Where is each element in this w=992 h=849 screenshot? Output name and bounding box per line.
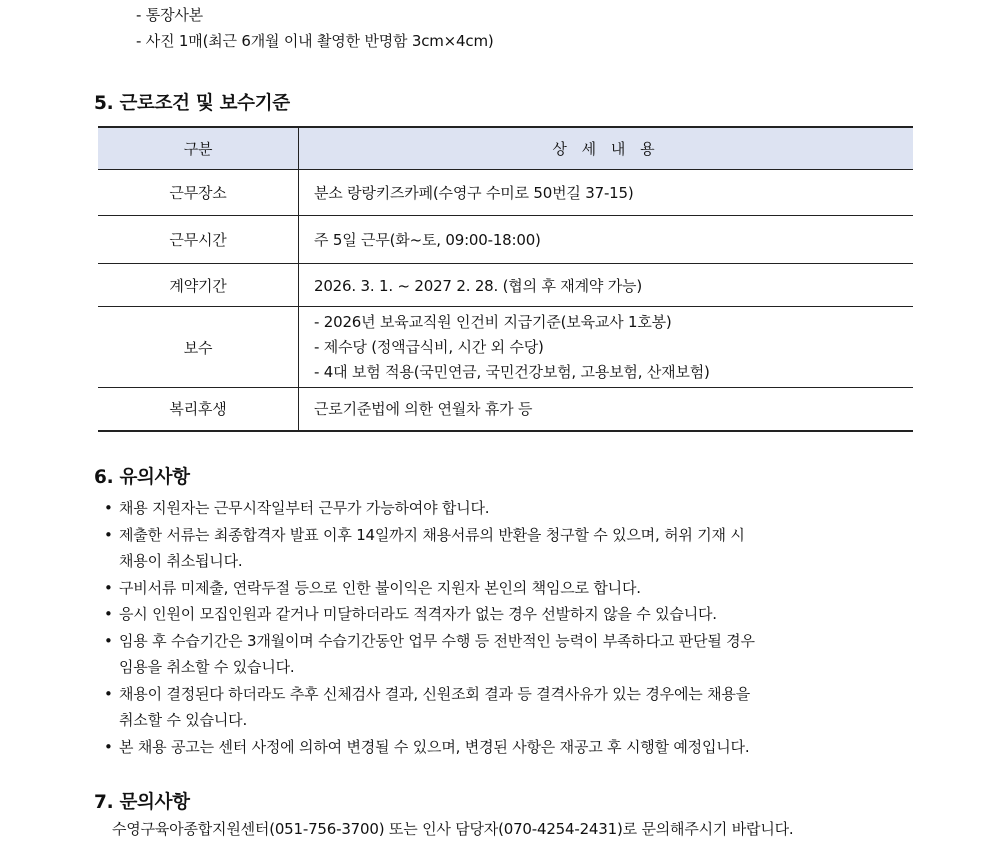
list-item (104, 681, 904, 734)
note-line: 제출한 서류는 최종합격자 발표 이후 14일까지 채용서류의 반환을 청구할 수 있으며, 허위 기재 시 (119, 525, 745, 544)
list-item (104, 601, 904, 628)
contact-text: 수영구육아종합지원센터(051-756-3700) 또는 인사 담당자(070-4254-2431)로 문의해주시기 바랍니다. (112, 820, 794, 838)
row-label-contract-period: 계약기간 (98, 264, 299, 307)
bullet-icon: • (104, 737, 113, 756)
list-item: - 통장사본 (136, 6, 203, 24)
bullet-icon: • (104, 605, 113, 623)
note-line: 취소할 수 있습니다. (119, 711, 248, 729)
bullet-icon: • (104, 631, 113, 650)
row-value-benefits: 근로기준법에 의한 연월차 휴가 등 (299, 388, 914, 431)
table-header-details: 상 세 내 용 (299, 127, 914, 170)
required-documents-list (136, 2, 494, 54)
table-row (98, 216, 913, 264)
note-line: 임용을 취소할 수 있습니다. (119, 658, 295, 676)
table-header-row (98, 127, 913, 170)
salary-line: - 2026년 보육교직원 인건비 지급기준(보육교사 1호봉) (314, 312, 672, 331)
table-row (98, 307, 913, 388)
list-item (104, 734, 904, 761)
row-value-working-hours: 주 5일 근무(화~토, 09:00-18:00) (299, 216, 914, 264)
bullet-icon: • (104, 499, 113, 517)
salary-line: - 4대 보험 적용(국민연금, 국민건강보험, 고용보험, 산재보험) (314, 362, 710, 381)
note-line: 구비서류 미제출, 연락두절 등으로 인한 불이익은 지원자 본인의 책임으로 합니다. (119, 578, 641, 597)
row-label-benefits: 복리후생 (98, 388, 299, 431)
working-conditions-table (98, 126, 913, 432)
list-item (104, 628, 904, 681)
note-line: 본 채용 공고는 센터 사정에 의하여 변경될 수 있으며, 변경된 사항은 재공고 후 시행할 예정입니다. (119, 737, 750, 756)
notes-list (104, 495, 904, 760)
bullet-icon: • (104, 684, 113, 703)
section-title-notes: 6. 유의사항 (94, 467, 190, 488)
row-value-salary (299, 307, 914, 388)
table-row (98, 264, 913, 307)
row-label-workplace: 근무장소 (98, 170, 299, 216)
note-line: 임용 후 수습기간은 3개월이며 수습기간동안 업무 수행 등 전반적인 능력이 부족하다고 판단될 경우 (119, 631, 755, 650)
row-value-contract-period: 2026. 3. 1. ~ 2027 2. 28. (협의 후 재계약 가능) (299, 264, 914, 307)
table-header-category: 구분 (98, 127, 299, 170)
row-label-salary: 보수 (98, 307, 299, 388)
list-item: - 사진 1매(최근 6개월 이내 촬영한 반명함 3cm×4cm) (136, 32, 494, 50)
list-item (104, 575, 904, 602)
note-line: 채용이 취소됩니다. (119, 552, 243, 570)
table-row (98, 388, 913, 431)
row-label-working-hours: 근무시간 (98, 216, 299, 264)
note-line: 채용이 결정된다 하더라도 추후 신체검사 결과, 신원조회 결과 등 결격사유가 있는 경우에는 채용을 (119, 684, 750, 703)
list-item (104, 495, 904, 522)
bullet-icon: • (104, 525, 113, 544)
section-title-working-conditions: 5. 근로조건 및 보수기준 (94, 93, 290, 114)
section-title-inquiries: 7. 문의사항 (94, 792, 190, 813)
note-line: 응시 인원이 모집인원과 같거나 미달하더라도 적격자가 없는 경우 선발하지 않을 수 있습니다. (119, 605, 717, 623)
salary-line: - 제수당 (정액급식비, 시간 외 수당) (314, 337, 544, 356)
note-line: 채용 지원자는 근무시작일부터 근무가 가능하여야 합니다. (119, 499, 490, 517)
bullet-icon: • (104, 578, 113, 597)
list-item (104, 522, 904, 575)
table-row (98, 170, 913, 216)
row-value-workplace: 분소 랑랑키즈카페(수영구 수미로 50번길 37-15) (299, 170, 914, 216)
